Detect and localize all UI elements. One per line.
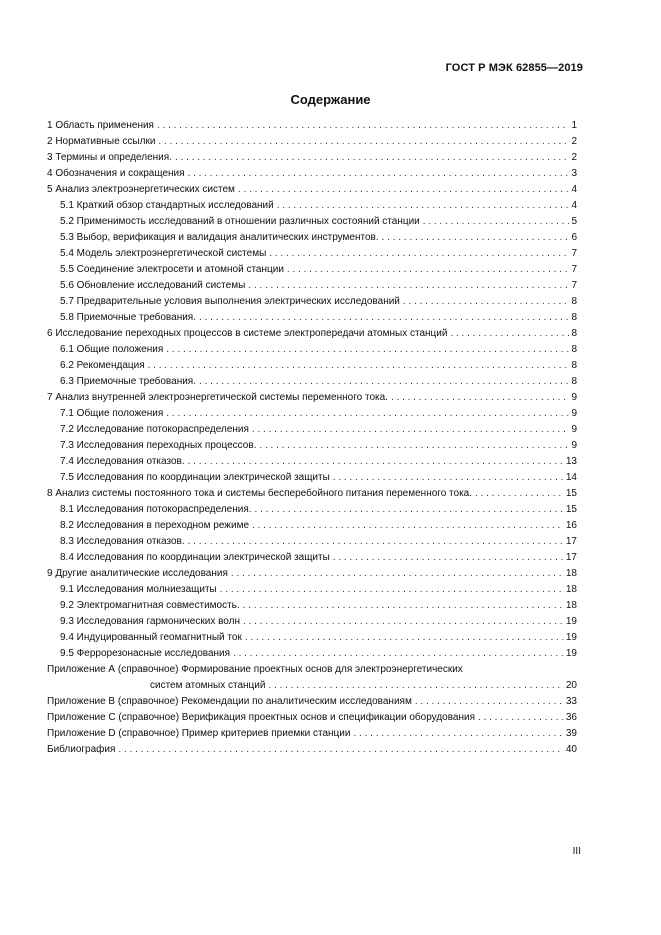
toc-entry-page: 6 (571, 232, 577, 243)
toc-entry-page: 14 (565, 472, 577, 483)
toc-entry-title: 5.3 Выбор, верификация и валидация аналитических инструментов. (60, 232, 379, 243)
toc-leader-dots (188, 454, 564, 470)
toc-entry-appendix-a[interactable] (47, 662, 577, 694)
toc-entry[interactable] (47, 518, 577, 534)
toc-leader-dots (188, 534, 564, 550)
toc-entry[interactable] (47, 598, 577, 614)
toc-leader-dots (450, 326, 569, 342)
toc-entry-title: 2 Нормативные ссылки (47, 136, 156, 147)
toc-entry-title: 7.3 Исследования переходных процессов. (60, 440, 257, 451)
toc-entry-page: 4 (571, 200, 577, 211)
toc-leader-dots (175, 150, 569, 166)
toc-entry-page: 15 (565, 504, 577, 515)
toc-entry-page: 8 (571, 296, 577, 307)
toc-leader-dots (220, 582, 564, 598)
toc-leader-dots (252, 518, 564, 534)
toc-leader-dots (158, 134, 569, 150)
toc-entry-title: 5.4 Модель электроэнергетической системы (60, 248, 267, 259)
toc-entry-page: 16 (565, 520, 577, 531)
toc-leader-dots (277, 198, 570, 214)
toc-entry[interactable] (47, 726, 577, 742)
toc-entry-title: 8.4 Исследования по координации электрической защиты (60, 552, 330, 563)
toc-entry[interactable] (47, 214, 577, 230)
toc-leader-dots (199, 374, 569, 390)
toc-entry-title: 8.3 Исследования отказов. (60, 536, 185, 547)
toc-leader-dots (268, 678, 563, 694)
toc-entry[interactable] (47, 422, 577, 438)
toc-leader-dots (475, 486, 564, 502)
page-number: III (572, 846, 581, 857)
toc-entry[interactable] (47, 390, 577, 406)
toc-entry-page: 15 (565, 488, 577, 499)
toc-entry-page: 13 (565, 456, 577, 467)
toc-entry-page: 8 (571, 312, 577, 323)
toc-entry-page: 33 (565, 696, 577, 707)
toc-leader-dots (248, 278, 569, 294)
toc-entry-title: 9.1 Исследования молниезащиты (60, 584, 217, 595)
toc-entry[interactable] (47, 118, 577, 134)
toc-entry-title: 3 Термины и определения. (47, 152, 172, 163)
toc-leader-dots (166, 342, 569, 358)
toc-entry-title: 9.4 Индуцированный геомагнитный ток (60, 632, 242, 643)
toc-entry-page: 17 (565, 536, 577, 547)
toc-entry-title: 1 Область применения (47, 120, 154, 131)
toc-leader-dots (148, 358, 570, 374)
toc-entry[interactable] (47, 710, 577, 726)
toc-entry-title: Приложение D (справочное) Пример критериев приемки станции (47, 728, 351, 739)
toc-leader-dots (259, 438, 569, 454)
toc-leader-dots (403, 294, 570, 310)
toc-entry[interactable] (47, 630, 577, 646)
toc-leader-dots (333, 550, 564, 566)
toc-leader-dots (231, 566, 564, 582)
toc-entry[interactable] (47, 486, 577, 502)
toc-leader-dots (166, 406, 569, 422)
toc-entry-title: 5.2 Применимость исследований в отношении различных состояний станции (60, 216, 420, 227)
toc-entry[interactable] (47, 438, 577, 454)
toc-entry-title: 6.3 Приемочные требования. (60, 376, 196, 387)
toc-entry-title: Библиография (47, 744, 116, 755)
toc-leader-dots (199, 310, 569, 326)
toc-entry-page: 3 (571, 168, 577, 179)
toc-entry-title: 7.5 Исследования по координации электрической защиты (60, 472, 330, 483)
toc-entry-title: Приложение С (справочное) Верификация проектных основ и спецификации оборудования (47, 712, 476, 723)
standard-code: ГОСТ Р МЭК 62855—2019 (445, 62, 583, 74)
toc-leader-dots (188, 166, 570, 182)
toc-entry[interactable] (47, 294, 577, 310)
toc-leader-dots (243, 614, 564, 630)
toc-entry-page: 4 (571, 184, 577, 195)
toc-entry-title: 7.2 Исследование потокораспределения (60, 424, 249, 435)
toc-entry[interactable] (47, 534, 577, 550)
toc-entry[interactable] (47, 134, 577, 150)
toc-leader-dots (233, 646, 564, 662)
toc-leader-dots (382, 230, 570, 246)
toc-entry-page: 9 (571, 408, 577, 419)
toc-entry-page: 19 (565, 632, 577, 643)
toc-entry[interactable] (47, 166, 577, 182)
toc-entry-title: 6.1 Общие положения (60, 344, 164, 355)
toc-entry[interactable] (47, 342, 577, 358)
toc-entry-page: 39 (565, 728, 577, 739)
toc-entry[interactable] (47, 374, 577, 390)
toc-entry-page: 9 (571, 424, 577, 435)
toc-entry-page: 36 (565, 712, 577, 723)
toc-entry-title: 8.1 Исследования потокораспределения. (60, 504, 252, 515)
toc-entry[interactable] (47, 454, 577, 470)
toc-entry-page: 7 (571, 248, 577, 259)
toc-leader-dots (353, 726, 563, 742)
toc-entry-page: 40 (565, 744, 577, 755)
toc-entry-title: 5.5 Соединение электросети и атомной станции (60, 264, 284, 275)
toc-entry-title: 6 Исследование переходных процессов в системе электропередачи атомных станций (47, 328, 448, 339)
toc-entry-title: Приложение А (справочное) Формирование проектных основ для электроэнергетических (47, 664, 463, 675)
toc-leader-dots (287, 262, 570, 278)
toc-entry-page: 7 (571, 280, 577, 291)
toc-entry-title: 4 Обозначения и сокращения (47, 168, 185, 179)
toc-leader-dots (245, 630, 564, 646)
toc-leader-dots (269, 246, 569, 262)
toc-entry-page: 8 (571, 328, 577, 339)
toc-entry-page: 8 (571, 376, 577, 387)
toc-entry[interactable] (47, 310, 577, 326)
toc-entry[interactable] (47, 502, 577, 518)
toc-leader-dots (118, 742, 563, 758)
toc-leader-dots (391, 390, 569, 406)
toc-entry-title-continued: систем атомных станций (150, 680, 266, 691)
toc-entry-title: 5.7 Предварительные условия выполнения электрических исследований (60, 296, 400, 307)
toc-entry[interactable] (47, 550, 577, 566)
toc-entry-title: 8 Анализ системы постоянного тока и системы бесперебойного питания переменного тока. (47, 488, 473, 499)
toc-entry-page: 2 (571, 136, 577, 147)
toc-entry-page: 18 (565, 568, 577, 579)
toc-entry[interactable] (47, 470, 577, 486)
toc-leader-dots (243, 598, 564, 614)
toc-entry-title: Приложение В (справочное) Рекомендации по аналитическим исследованиям (47, 696, 412, 707)
toc-entry-title: 9.3 Исследования гармонических волн (60, 616, 241, 627)
toc-entry-page: 8 (571, 344, 577, 355)
toc-entry[interactable] (47, 262, 577, 278)
toc-entry-title: 9.2 Электромагнитная совместимость. (60, 600, 240, 611)
table-of-contents (47, 118, 577, 758)
toc-entry[interactable] (47, 566, 577, 582)
toc-entry-title: 8.2 Исследования в переходном режиме (60, 520, 249, 531)
toc-leader-dots (333, 470, 564, 486)
toc-entry-page: 20 (565, 680, 577, 691)
toc-entry-page: 18 (565, 600, 577, 611)
toc-entry[interactable] (47, 742, 577, 758)
toc-entry[interactable] (47, 582, 577, 598)
toc-entry-page: 1 (571, 120, 577, 131)
toc-entry-page: 9 (571, 392, 577, 403)
toc-entry-page: 19 (565, 648, 577, 659)
toc-entry[interactable] (47, 278, 577, 294)
toc-leader-dots (478, 710, 564, 726)
toc-entry-title: 6.2 Рекомендация (60, 360, 145, 371)
toc-leader-dots (415, 694, 564, 710)
toc-entry-page: 8 (571, 360, 577, 371)
toc-entry-title: 7 Анализ внутренней электроэнергетической системы переменного тока. (47, 392, 388, 403)
toc-entry-title: 5.8 Приемочные требования. (60, 312, 196, 323)
toc-entry-title: 5.6 Обновление исследований системы (60, 280, 246, 291)
toc-entry-page: 19 (565, 616, 577, 627)
toc-entry[interactable] (47, 246, 577, 262)
toc-entry[interactable] (47, 230, 577, 246)
toc-leader-dots (157, 118, 569, 134)
toc-title: Содержание (290, 92, 371, 107)
toc-entry-title: 7.4 Исследования отказов. (60, 456, 185, 467)
toc-entry-title: 9.5 Феррорезонасные исследования (60, 648, 231, 659)
toc-entry-continuation (47, 678, 577, 694)
toc-entry-page: 18 (565, 584, 577, 595)
toc-entry-title: 5 Анализ электроэнергетических систем (47, 184, 235, 195)
toc-entry-page: 9 (571, 440, 577, 451)
toc-leader-dots (238, 182, 570, 198)
toc-entry-page: 7 (571, 264, 577, 275)
toc-leader-dots (252, 422, 570, 438)
toc-entry[interactable] (47, 406, 577, 422)
toc-entry[interactable] (47, 182, 577, 198)
toc-entry[interactable] (47, 150, 577, 166)
toc-leader-dots (423, 214, 570, 230)
toc-entry-page: 2 (571, 152, 577, 163)
toc-entry-title: 9 Другие аналитические исследования (47, 568, 228, 579)
toc-entry[interactable] (47, 198, 577, 214)
toc-entry[interactable] (47, 326, 577, 342)
toc-entry[interactable] (47, 646, 577, 662)
toc-entry[interactable] (47, 694, 577, 710)
toc-entry-page: 17 (565, 552, 577, 563)
toc-entry[interactable] (47, 614, 577, 630)
toc-leader-dots (255, 502, 564, 518)
toc-entry[interactable] (47, 358, 577, 374)
toc-entry-title: 7.1 Общие положения (60, 408, 164, 419)
toc-entry-page: 5 (571, 216, 577, 227)
toc-entry-title: 5.1 Краткий обзор стандартных исследований (60, 200, 274, 211)
